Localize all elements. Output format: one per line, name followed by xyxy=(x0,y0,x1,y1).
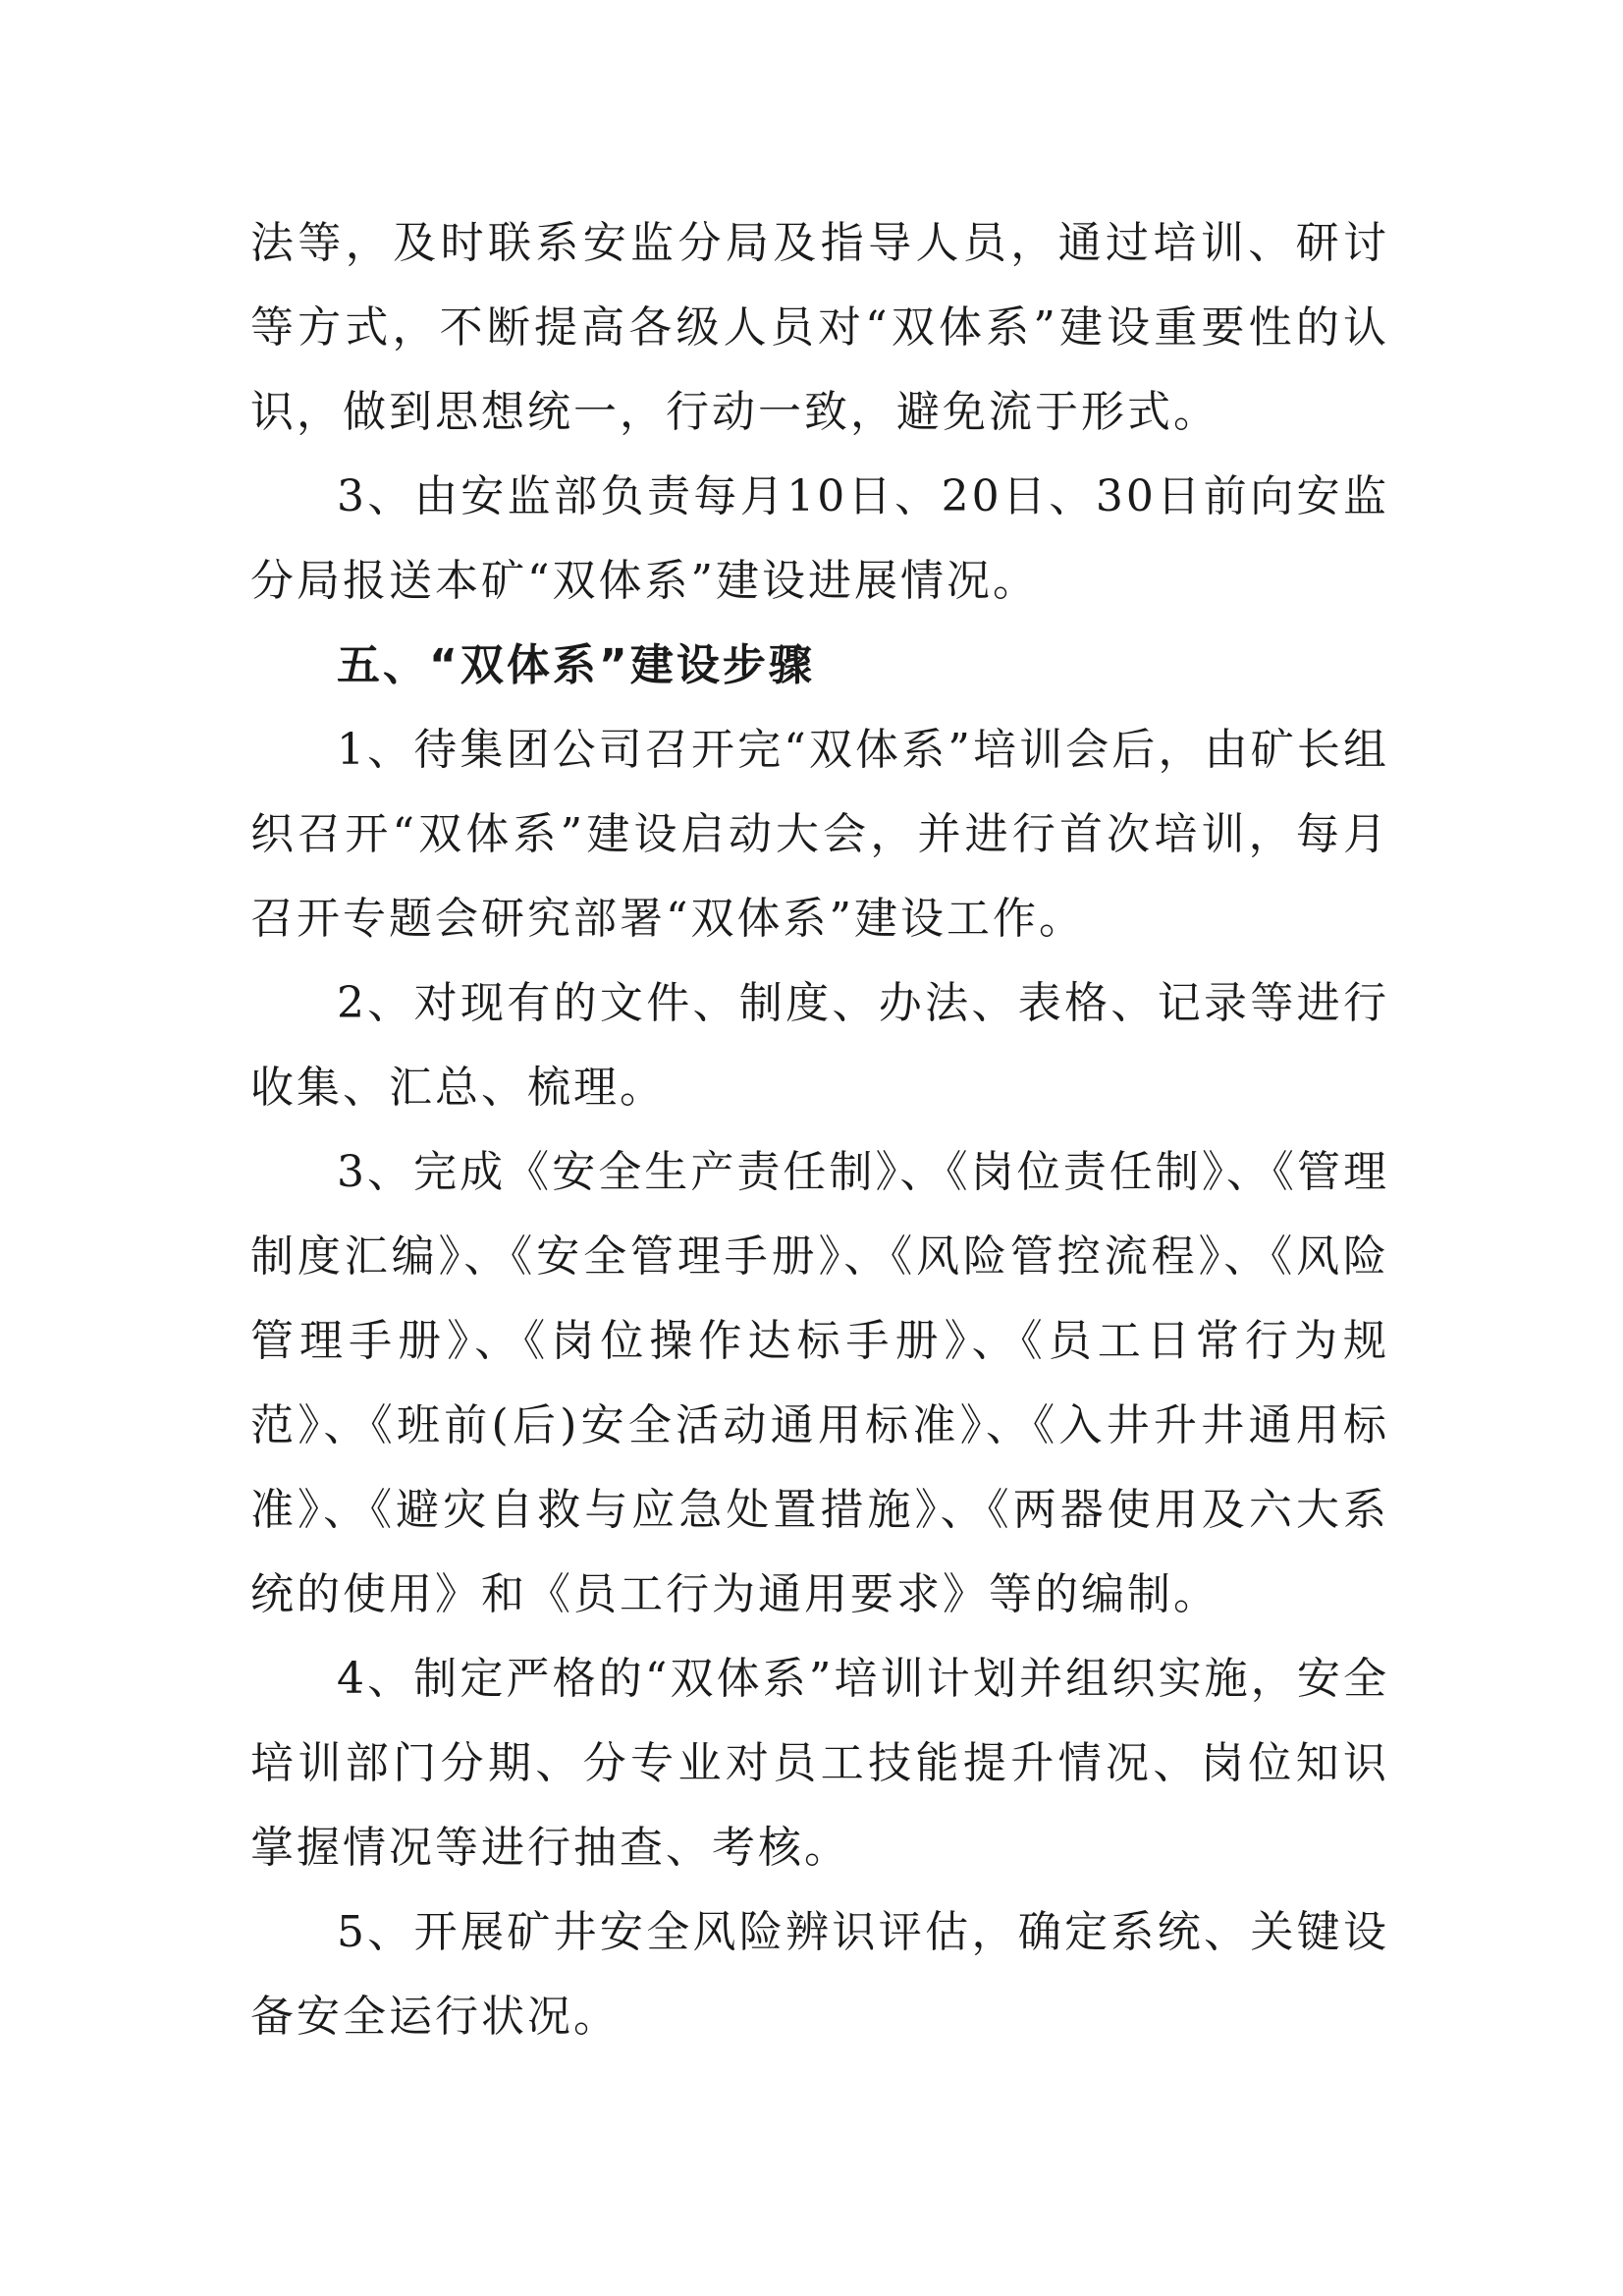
paragraph-step-3: 3、完成《安全生产责任制》、《岗位责任制》、《管理制度汇编》、《安全管理手册》、《风险管控流程》、《风险管理手册》、《岗位操作达标手册》、《员工日常行为规范》、《班前(后)安全活动通用标准》、《入井升井通用标准》、《避灾自救与应急处置措施》、《两器使用及六大系统的使用》和《员工行为通用要求》等的编制。 xyxy=(250,1147,1389,1619)
paragraph-item-3-report: 3、由安监部负责每月10日、20日、30日前向安监分局报送本矿“双体系”建设进展情况。 xyxy=(250,471,1389,606)
paragraph-step-1: 1、待集团公司召开完“双体系”培训会后，由矿长组织召开“双体系”建设启动大会，并进行首次培训，每月召开专题会研究部署“双体系”建设工作。 xyxy=(250,725,1389,944)
paragraph-step-2: 2、对现有的文件、制度、办法、表格、记录等进行收集、汇总、梳理。 xyxy=(250,978,1389,1113)
section-heading-5: 五、“双体系”建设步骤 xyxy=(337,640,815,690)
paragraph-step-4: 4、制定严格的“双体系”培训计划并组织实施，安全培训部门分期、分专业对员工技能提升情况、岗位知识掌握情况等进行抽查、考核。 xyxy=(250,1654,1389,1873)
paragraph-step-5: 5、开展矿井安全风险辨识评估，确定系统、关键设备安全运行状况。 xyxy=(250,1907,1389,2042)
document-body xyxy=(250,201,1389,2059)
paragraph-continuation: 法等，及时联系安监分局及指导人员，通过培训、研讨等方式，不断提高各级人员对“双体系”建设重要性的认识，做到思想统一，行动一致，避免流于形式。 xyxy=(250,218,1389,437)
